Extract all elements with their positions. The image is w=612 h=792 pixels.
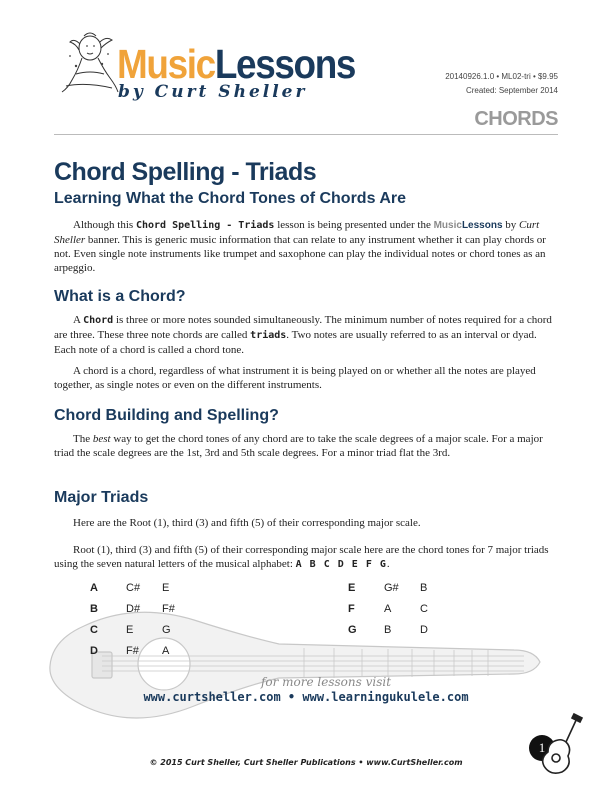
triad-fifth: C: [420, 603, 428, 615]
musician-sketch-icon: [56, 30, 120, 98]
section-heading-building: Chord Building and Spelling?: [54, 407, 279, 424]
logo-byline: by Curt Sheller: [118, 82, 308, 102]
page-number: 1: [529, 735, 555, 761]
header-divider: [54, 134, 558, 135]
page-title: Chord Spelling - Triads: [54, 158, 317, 186]
website-links[interactable]: www.curtsheller.com • www.learningukulele.com: [143, 690, 469, 704]
triad-fifth: B: [420, 582, 428, 594]
section-heading-what-is-chord: What is a Chord?: [54, 288, 186, 305]
building-paragraph: The best way to get the chord tones of any chord are to take the scale degrees of a major scale. For a major triad the scale degrees are the 1st, 3rd and 5th scale degrees. For a minor triad flat the 3rd.: [54, 433, 543, 459]
triad-root: C: [90, 624, 98, 636]
triad-row-d: [90, 645, 210, 659]
triad-third: B: [384, 624, 392, 636]
chord-definition-paragraph: A Chord is three or more notes sounded simultaneously. The minimum number of notes required for a chord are three. These three note chords are called triads. Two notes are usually referred to as an interval or dyad. Each note of a chord is called a chord tone.: [54, 314, 552, 356]
ukulele-icon: [44, 596, 556, 736]
triad-fifth: F#: [162, 603, 175, 615]
chord-regardless-paragraph: A chord is a chord, regardless of what instrument it is being played on or whether all the notes are played together, as single notes or even on the different instruments.: [54, 365, 536, 391]
triad-root: B: [90, 603, 98, 615]
triad-row-g: [348, 624, 468, 638]
triad-row-f: [348, 603, 468, 617]
copyright-footer: © 2015 Curt Sheller, Curt Sheller Publications • www.CurtSheller.com: [149, 758, 463, 767]
triad-third: C#: [126, 582, 141, 594]
page-subtitle: Learning What the Chord Tones of Chords Are: [54, 190, 406, 207]
major-triads-paragraph: Root (1), third (3) and fifth (5) of their corresponding major scale here are the chord tones for 7 major triads using the seven natural letters of the musical alphabet: A B C D E F G.: [54, 544, 549, 570]
triad-root: E: [348, 582, 356, 594]
triad-row-c: [90, 624, 210, 638]
triad-row-b: [90, 603, 210, 617]
triad-fifth: G: [162, 624, 171, 636]
triad-row-a: [90, 582, 210, 596]
triad-root: A: [90, 582, 98, 594]
category-label: CHORDS: [474, 108, 558, 130]
triad-third: D#: [126, 603, 141, 615]
triad-third: F#: [126, 645, 139, 657]
created-date: Created: September 2014: [465, 86, 558, 95]
major-triads-intro: Here are the Root (1), third (3) and fifth (5) of their corresponding major scale.: [73, 517, 421, 529]
triad-third: G#: [384, 582, 399, 594]
triad-fifth: A: [162, 645, 170, 657]
triad-root: D: [90, 645, 98, 657]
triad-root: F: [348, 603, 355, 615]
triad-third: E: [126, 624, 134, 636]
brand-logo: [117, 41, 356, 87]
small-ukulele-icon: [538, 712, 586, 778]
triad-row-e: [348, 582, 468, 596]
triad-fifth: E: [162, 582, 170, 594]
logo-lessons: Lessons: [214, 41, 356, 87]
triad-third: A: [384, 603, 392, 615]
lesson-code: 20140926.1.0 • ML02-tri • $9.95: [445, 72, 558, 81]
logo-music: Music: [117, 41, 215, 87]
intro-paragraph: Although this Chord Spelling - Triads lesson is being presented under the MusicLessons by Curt Sheller banner. This is generic music information that can relate to any instrument whether it can play chords or not. Even single note instruments like trumpet and saxophone can play the individual notes or chord tones as an arpeggio.: [54, 219, 546, 274]
section-heading-major-triads: Major Triads: [54, 489, 149, 506]
triad-root: G: [348, 624, 357, 636]
triad-fifth: D: [420, 624, 428, 636]
more-lessons-text: for more lessons visit: [260, 675, 392, 689]
